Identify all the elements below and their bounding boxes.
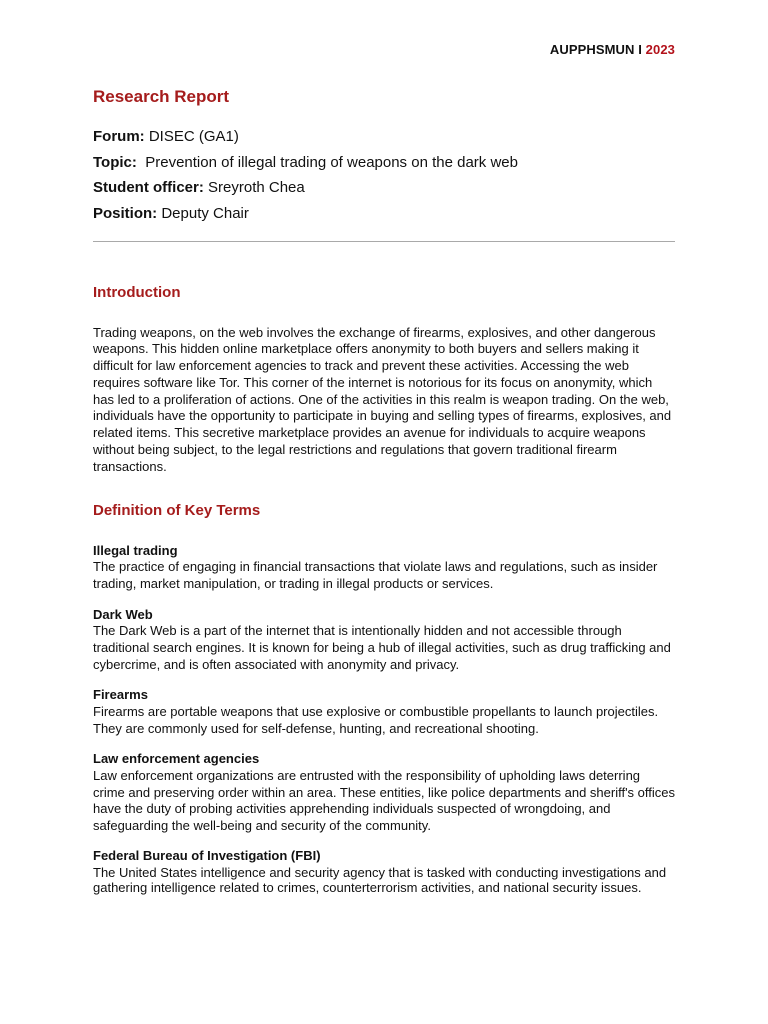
term-definition: The practice of engaging in financial transactions that violate laws and regulations, such as insider trading, market manipulation, or trading in illegal products or services. xyxy=(93,559,658,592)
introduction-heading: Introduction xyxy=(93,283,181,301)
key-terms-list xyxy=(93,543,675,896)
meta-value: DISEC (GA1) xyxy=(144,128,239,145)
meta-label: Student officer: xyxy=(93,179,204,196)
introduction-paragraph: Trading weapons, on the web involves the exchange of firearms, explosives, and other dangerous weapons. This hidden online marketplace offers anonymity to both buyers and sellers making it difficult for law enforcement agencies to track and prevent these activities. Accessing the web requires software like Tor. This corner of the internet is notorious for its focus on anonymity, which has led to a proliferation of actions. One of the activities in this realm is weapon trading. On the web, individuals have the opportunity to participate in buying and selling types of firearms, explosives, and related items. This secretive marketplace provides an avenue for individuals to acquire weapons without being subject, to the legal restrictions and regulations that govern traditional firearm transactions. xyxy=(93,324,672,474)
term-name: Firearms xyxy=(93,687,148,703)
meta-student-officer xyxy=(93,179,675,197)
meta-topic xyxy=(93,154,675,172)
meta-position xyxy=(93,205,675,223)
term-name: Illegal trading xyxy=(93,542,178,558)
report-meta xyxy=(93,128,675,223)
term-entry xyxy=(93,848,675,895)
meta-label: Forum: xyxy=(93,128,145,145)
conference-header xyxy=(550,42,675,57)
meta-value: Sreyroth Chea xyxy=(203,179,305,196)
report-title: Research Report xyxy=(93,87,230,106)
term-definition: Firearms are portable weapons that use explosive or combustible propellants to launch projectiles. They are commonly used for self-defense, hunting, and recreational shooting. xyxy=(93,704,659,736)
term-definition: The Dark Web is a part of the internet that is intentionally hidden and not accessible through traditional search engines. It is known for being a hub of illegal activities, such as drug trafficking and cybercrime, and is often associated with anonymity and privacy. xyxy=(93,623,671,672)
term-definition: The United States intelligence and security agency that is tasked with conducting investigations and gathering intelligence related to crimes, counterterrorism activities, and national security issues. xyxy=(93,865,667,896)
key-terms-heading: Definition of Key Terms xyxy=(93,501,261,519)
term-name: Federal Bureau of Investigation (FBI) xyxy=(93,848,321,864)
term-entry xyxy=(93,687,675,737)
conference-name: AUPPHSMUN I xyxy=(549,42,646,57)
conference-year: 2023 xyxy=(645,42,675,57)
section-divider xyxy=(93,241,675,242)
term-name: Dark Web xyxy=(93,606,153,622)
term-definition: Law enforcement organizations are entrusted with the responsibility of upholding laws deterring crime and preserving order within an area. These entities, like police departments and sheriff's offices have the duty of probing activities apprehending individuals suspected of wrongdoing, and safeguarding the well-being and security of the community. xyxy=(93,768,676,833)
meta-value: Prevention of illegal trading of weapons on the dark web xyxy=(136,153,518,171)
term-entry xyxy=(93,543,675,593)
meta-label: Position: xyxy=(93,204,158,222)
term-entry xyxy=(93,751,675,834)
term-name: Law enforcement agencies xyxy=(93,751,260,767)
meta-value: Deputy Chair xyxy=(157,204,249,222)
term-entry xyxy=(93,607,675,674)
meta-label: Topic: xyxy=(93,153,137,171)
report-body xyxy=(93,86,675,896)
meta-forum xyxy=(93,128,675,146)
